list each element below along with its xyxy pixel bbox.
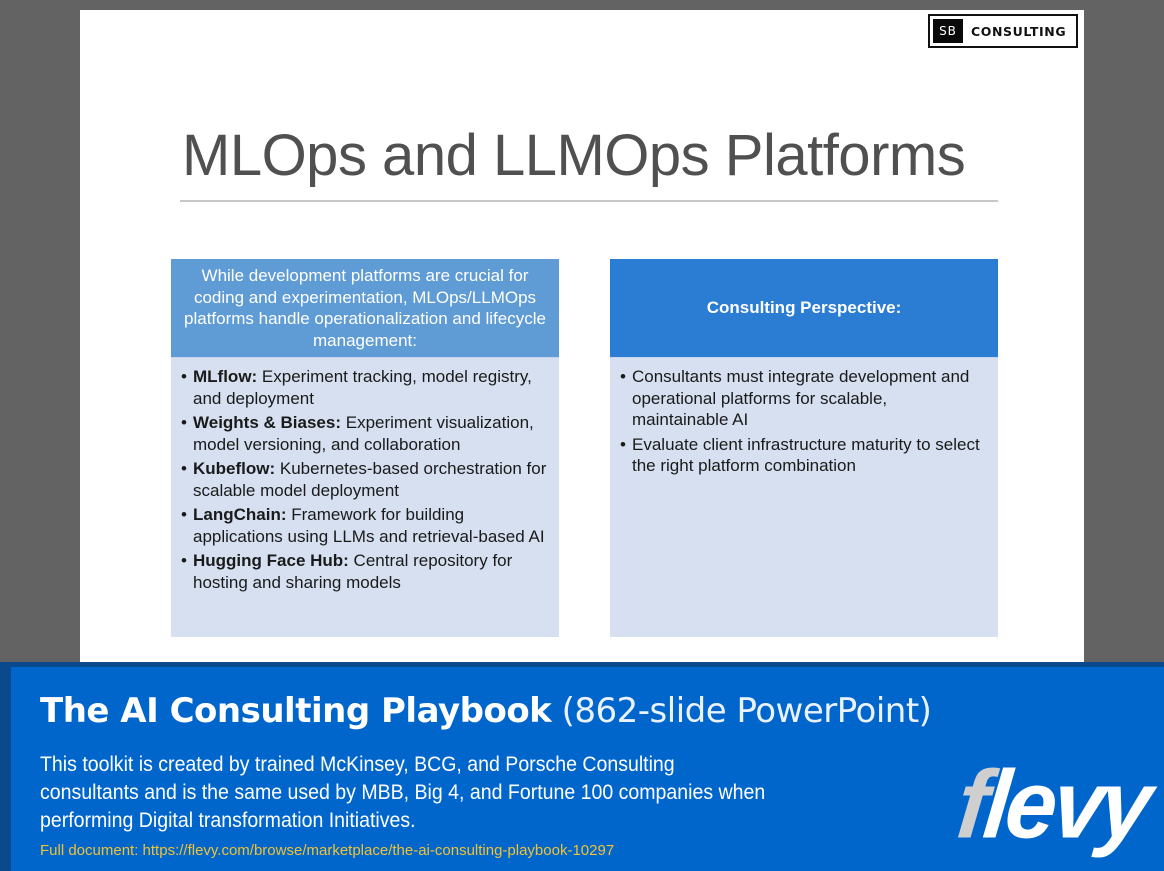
list-item: [181, 366, 549, 409]
consulting-perspective-header: Consulting Perspective:: [610, 259, 998, 358]
platforms-card-header: While development platforms are crucial for coding and experimentation, MLOps/LLMOps platforms handle operationalization and lifecycle management:: [171, 259, 559, 358]
item-desc: Kubernetes-based orchestration for scalable model deployment: [193, 459, 547, 500]
item-desc: Central repository for hosting and sharing models: [193, 551, 513, 592]
item-term: Weights & Biases:: [193, 413, 342, 432]
logo-text: CONSULTING: [971, 23, 1067, 39]
list-item: [181, 504, 549, 547]
item-desc: Experiment tracking, model registry, and deployment: [193, 367, 532, 408]
title-divider: [180, 200, 998, 202]
banner-edge: [0, 667, 11, 871]
banner-title: [40, 691, 931, 731]
list-item: [181, 412, 549, 455]
item-term: Kubeflow:: [193, 459, 276, 478]
logo-mark: SB: [933, 19, 963, 43]
perspective-list: [610, 358, 998, 477]
platforms-card: [171, 259, 559, 637]
product-name: The AI Consulting Playbook: [40, 691, 552, 731]
flevy-logo: [952, 751, 1154, 859]
list-item: • Evaluate client infrastructure maturity to select the right platform combination: [620, 434, 988, 477]
promo-banner: [0, 662, 1164, 871]
item-term: LangChain:: [193, 505, 287, 524]
flevy-logo-rest: levy: [979, 751, 1154, 859]
consulting-perspective-card: [610, 259, 998, 637]
slide: [80, 10, 1084, 662]
list-item: [181, 550, 549, 593]
item-term: MLflow:: [193, 367, 258, 386]
item-desc: Framework for building applications using LLMs and retrieval-based AI: [193, 505, 545, 546]
item-desc: Experiment visualization, model versioning, and collaboration: [193, 413, 534, 454]
platforms-list: [171, 358, 559, 593]
sb-consulting-logo: [928, 14, 1078, 48]
flevy-logo-f: f: [952, 751, 991, 859]
slide-title: MLOps and LLMOps Platforms: [182, 123, 966, 188]
full-document-link[interactable]: Full document: https://flevy.com/browse/marketplace/the-ai-consulting-playbook-10297: [40, 842, 615, 859]
product-format: (862-slide PowerPoint): [551, 691, 932, 731]
list-item: [181, 458, 549, 501]
item-term: Hugging Face Hub:: [193, 551, 349, 570]
banner-description: This toolkit is created by trained McKinsey, BCG, and Porsche Consulting consultants and is the same used by MBB, Big 4, and Fortune 100 companies when performing Digital transformation Initiatives.: [40, 753, 766, 832]
list-item: • Consultants must integrate development and operational platforms for scalable, maintainable AI: [620, 366, 988, 431]
